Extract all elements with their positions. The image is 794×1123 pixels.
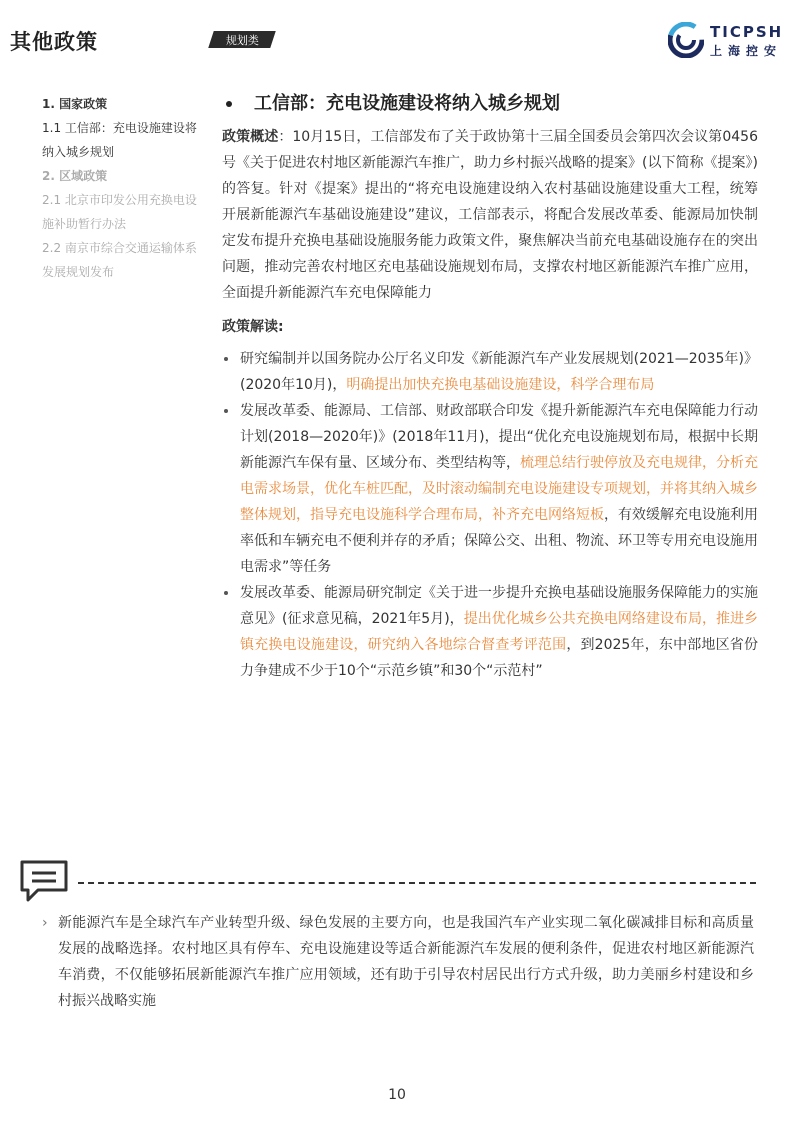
swirl-logo-icon	[668, 22, 704, 58]
page-number: 10	[388, 1087, 406, 1103]
chevron-right-icon: ›	[42, 915, 48, 931]
overview-text: ：10月15日，工信部发布了关于政协第十三届全国委员会第四次会议第0456号《关于促进农村地区新能源汽车推广，助力乡村振兴战略的提案》(以下简称《提案》)的答复。针对《提案》提出的“将充电设施建设纳入农村基础设施建设重大工程，统筹开展新能源汽车基础设施建设”建议，工信部表示，将配合发展改革委、能源局加快制定发布提升充换电基础设施服务能力政策文件，聚焦解决当前充电基础设施存在的突出问题，推动完善农村地区充电基础设施规划布局，支撑农村地区新能源汽车推广应用，全面提升新能源汽车充电保障能力	[222, 129, 758, 301]
summary-section	[42, 910, 754, 1014]
bullet-text: 发展改革委、能源局、工信部、财政部联合印发《提升新能源汽车充电保障能力行动计划(2018—2020年)》(2018年11月)，提出“优化充电设施规划布局，根据中长期新能源汽车保有量、区域分布、类型结构等，	[240, 403, 758, 471]
dashed-divider	[78, 882, 756, 884]
section-title	[222, 88, 758, 120]
page-header-title: 其他政策	[10, 30, 98, 54]
toc-item-beijing-subsidy[interactable]: 2.1 北京市印发公用充换电设施补助暂行办法	[42, 193, 197, 231]
bullet-text: 发展改革委、能源局研究制定《关于进一步提升充换电基础设施服务保障能力的实施意见》(征求意见稿，2021年5月)，	[240, 585, 758, 627]
summary-text: 新能源汽车是全球汽车产业转型升级、绿色发展的主要方向，也是我国汽车产业实现二氧化碳减排目标和高质量发展的战略选择。农村地区具有停车、充电设施建设等适合新能源汽车发展的便利条件，促进农村地区新能源汽车消费，不仅能够拓展新能源汽车推广应用领域，还有助于引导农村居民出行方式升级，助力美丽乡村建设和乡村振兴战略实施	[58, 915, 754, 1009]
toc-item-miit-charging[interactable]: 1.1 工信部：充电设施建设将纳入城乡规划	[42, 121, 197, 159]
table-of-contents	[42, 92, 202, 284]
bullet-text: 研究编制并以国务院办公厅名义印发《新能源汽车产业发展规划(2021—2035年)》(2020年10月)，	[240, 351, 758, 393]
title-bullet-icon	[226, 101, 232, 107]
bullet-text-end: ，到2025年，东中部地区省份力争建成不少于10个“示范乡镇”和30个“示范村”	[240, 637, 758, 679]
chat-bubble-icon	[18, 858, 70, 904]
bullet-highlight: 提出优化城乡公共充换电网络建设布局，推进乡镇充换电设施建设，研究纳入各地综合督查考评范围	[240, 611, 758, 653]
bullet-text-end: ，有效缓解充电设施利用率低和车辆充电不便利并存的矛盾；保障公交、出租、物流、环卫等专用充电设施用电需求”等任务	[240, 507, 758, 575]
bullet-highlight: 梳理总结行驶停放及充电规律，分析充电需求场景，优化车桩匹配，及时滚动编制充电设施建设专项规划，并将其纳入城乡整体规划，指导充电设施科学合理布局，补齐充电网络短板	[240, 455, 758, 523]
toc-item-nanjing-transport[interactable]: 2.2 南京市综合交通运输体系发展规划发布	[42, 241, 197, 279]
bullet-highlight: 明确提出加快充换电基础设施建设，科学合理布局	[346, 377, 655, 393]
company-logo	[668, 22, 786, 58]
logo-text-en: TICPSH	[710, 23, 784, 41]
category-badge	[208, 31, 276, 48]
toc-item-national-policy[interactable]: 1. 国家政策	[42, 97, 108, 111]
interpretation-heading: 政策解读:	[222, 319, 284, 335]
interpretation-item	[222, 346, 758, 398]
policy-overview	[222, 124, 758, 306]
interpretation-item	[222, 580, 758, 684]
toc-item-regional-policy[interactable]: 2. 区域政策	[42, 169, 108, 183]
summary-paragraph	[42, 910, 754, 1014]
category-label: 规划类	[225, 33, 259, 47]
section-title-text: 工信部：充电设施建设将纳入城乡规划	[254, 93, 560, 114]
overview-label: 政策概述	[222, 129, 279, 145]
main-content	[222, 88, 758, 684]
interpretation-item	[222, 398, 758, 580]
logo-text-cn: 上海控安	[710, 44, 783, 58]
